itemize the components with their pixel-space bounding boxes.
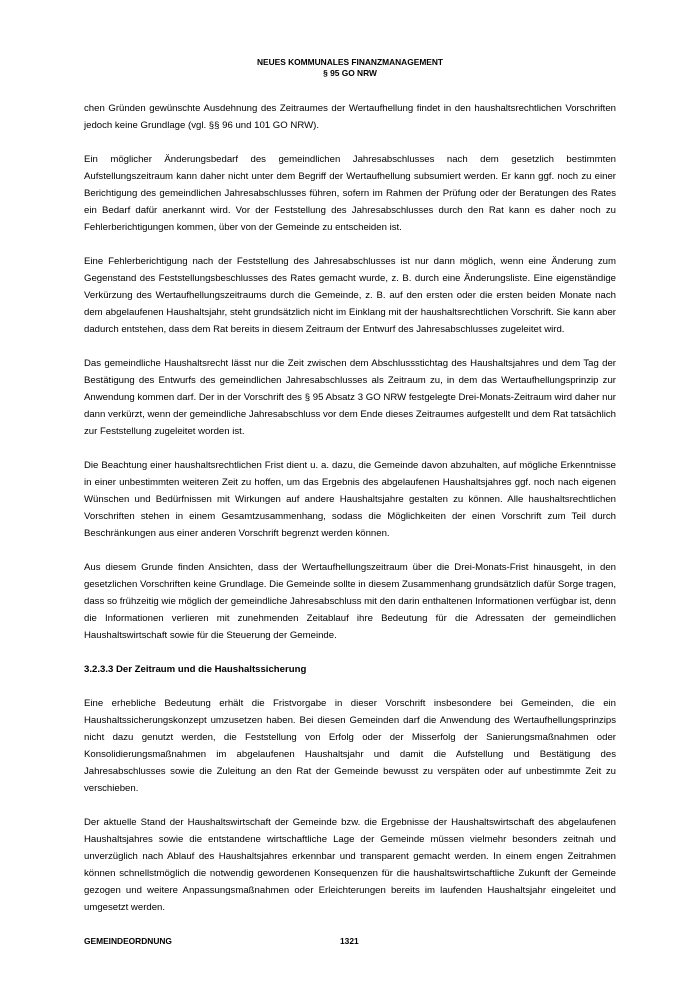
page-number: 1321 bbox=[340, 936, 359, 946]
paragraph: Der aktuelle Stand der Haushaltswirtschaft der Gemeinde bzw. die Ergebnisse der Haushaltswirtschaft des abgelaufenen Haushaltsjahres sowie die entstandene wirtschaftliche Lage der Gemeinde müssen vielmehr besonders zeitnah und unverzüglich nach Ablauf des Haushaltsjahres erkennbar und transparent gemacht werden. In einem engen Zeitrahmen können schnellstmöglich die notwendig gewordenen Konsequenzen für die haushaltswirtschaftliche Zukunft der Gemeinde gezogen und weitere Anpassungsmaßnahmen oder Erleichterungen bereits im laufenden Haushaltsjahr eingeleitet und umgesetzt werden. bbox=[84, 817, 616, 913]
paragraph: Ein möglicher Änderungsbedarf des gemeindlichen Jahresabschlusses nach dem gesetzlich bestimmten Aufstellungszeitraum kann daher nicht unter dem Begriff der Wertaufhellung subsumiert werden. Er kann ggf. noch zu einer Berichtigung des gemeindlichen Jahresabschlusses führen, sofern im Rahmen der Prüfung oder der Beratungen des Rates ein Bedarf dafür anerkannt wird. Vor der Feststellung des Jahresabschlusses durch den Rat kann es daher noch zu Fehlerberichtigungen kommen, über von der Gemeinde zu entscheiden ist. bbox=[84, 154, 616, 233]
paragraph: chen Gründen gewünschte Ausdehnung des Zeitraumes der Wertaufhellung findet in den haushaltsrechtlichen Vorschriften jedoch keine Grundlage (vgl. §§ 96 und 101 GO NRW). bbox=[84, 103, 616, 131]
paragraph: Aus diesem Grunde finden Ansichten, dass der Wertaufhellungszeitraum über die Drei-Monats-Frist hinausgeht, in den gesetzlichen Vorschriften keine Grundlage. Die Gemeinde sollte in diesem Zusammenhang grundsätzlich dafür Sorge tragen, dass so frühzeitig wie möglich der gemeindliche Jahresabschluss mit den darin enthaltenen Informationen verfügbar ist, denn die Informationen verlieren mit zunehmenden Zeitablauf ihre Bedeutung für die Adressaten der gemeindlichen Haushaltswirtschaft sowie für die Steuerung der Gemeinde. bbox=[84, 562, 616, 641]
document-body bbox=[84, 100, 616, 933]
paragraph: Eine erhebliche Bedeutung erhält die Fristvorgabe in dieser Vorschrift insbesondere bei Gemeinden, die ein Haushaltssicherungskonzept umzusetzen haben. Bei diesen Gemeinden darf die Anwendung des Wertaufhellungsprinzips nicht dazu genutzt werden, die Feststellung von Erfolg oder der Misserfolg der Sanierungsmaßnahmen oder Konsolidierungsmaßnahmen im abgelaufenen Haushaltsjahr und damit die Aufstellung und Bestätigung des Jahresabschlusses sowie die Zuleitung an den Rat der Gemeinde bewusst zu verspäten oder auf unbestimmte Zeit zu verschieben. bbox=[84, 698, 616, 794]
section-heading: 3.2.3.3 Der Zeitraum und die Haushaltssicherung bbox=[84, 664, 307, 675]
header-title: NEUES KOMMUNALES FINANZMANAGEMENT bbox=[256, 57, 444, 67]
page-header bbox=[0, 57, 700, 79]
paragraph: Das gemeindliche Haushaltsrecht lässt nur die Zeit zwischen dem Abschlussstichtag des Haushaltsjahres und dem Tag der Bestätigung des Entwurfs des gemeindlichen Jahresabschlusses als Zeitraum zu, in dem das Wertaufhellungsprinzip zur Anwendung kommen darf. Der in der Vorschrift des § 95 Absatz 3 GO NRW festgelegte Drei-Monats-Zeitraum wird daher nur dann verkürzt, wenn der gemeindliche Jahresabschluss vor dem Ende dieses Zeitraumes aufgestellt und dem Rat tatsächlich zur Feststellung zugeleitet worden ist. bbox=[84, 358, 616, 437]
header-section: § 95 GO NRW bbox=[323, 68, 377, 78]
footer-label: GEMEINDEORDNUNG bbox=[84, 936, 172, 946]
paragraph: Die Beachtung einer haushaltsrechtlichen Frist dient u. a. dazu, die Gemeinde davon abzuhalten, auf mögliche Erkenntnisse in einer unbestimmten weiteren Zeit zu hoffen, um das Ergebnis des abgelaufenen Haushaltsjahres ggf. noch nach eigenen Wünschen und Bedürfnissen mit Wirkungen auf andere Haushaltsjahre gestalten zu können. Alle haushaltsrechtlichen Vorschriften stehen in einem Gesamtzusammenhang, sodass die Möglichkeiten der einen Vorschrift zum Teil durch Beschränkungen aus einer anderen Vorschrift begrenzt werden können. bbox=[84, 460, 616, 539]
paragraph: Eine Fehlerberichtigung nach der Feststellung des Jahresabschlusses ist nur dann möglich, wenn eine Änderung zum Gegenstand des Feststellungsbeschlusses des Rates gemacht wurde, z. B. durch eine Änderungsliste. Eine eigenständige Verkürzung des Wertaufhellungszeitraums durch die Gemeinde, z. B. auf den ersten oder die ersten beiden Monate nach dem abgelaufenen Haushaltsjahr, steht grundsätzlich nicht im Einklang mit der haushaltsrechtlichen Vorschrift. Sie kann aber dadurch entstehen, dass dem Rat bereits in diesem Zeitraum der Entwurf des Jahresabschlusses zugeleitet wird. bbox=[84, 256, 616, 335]
